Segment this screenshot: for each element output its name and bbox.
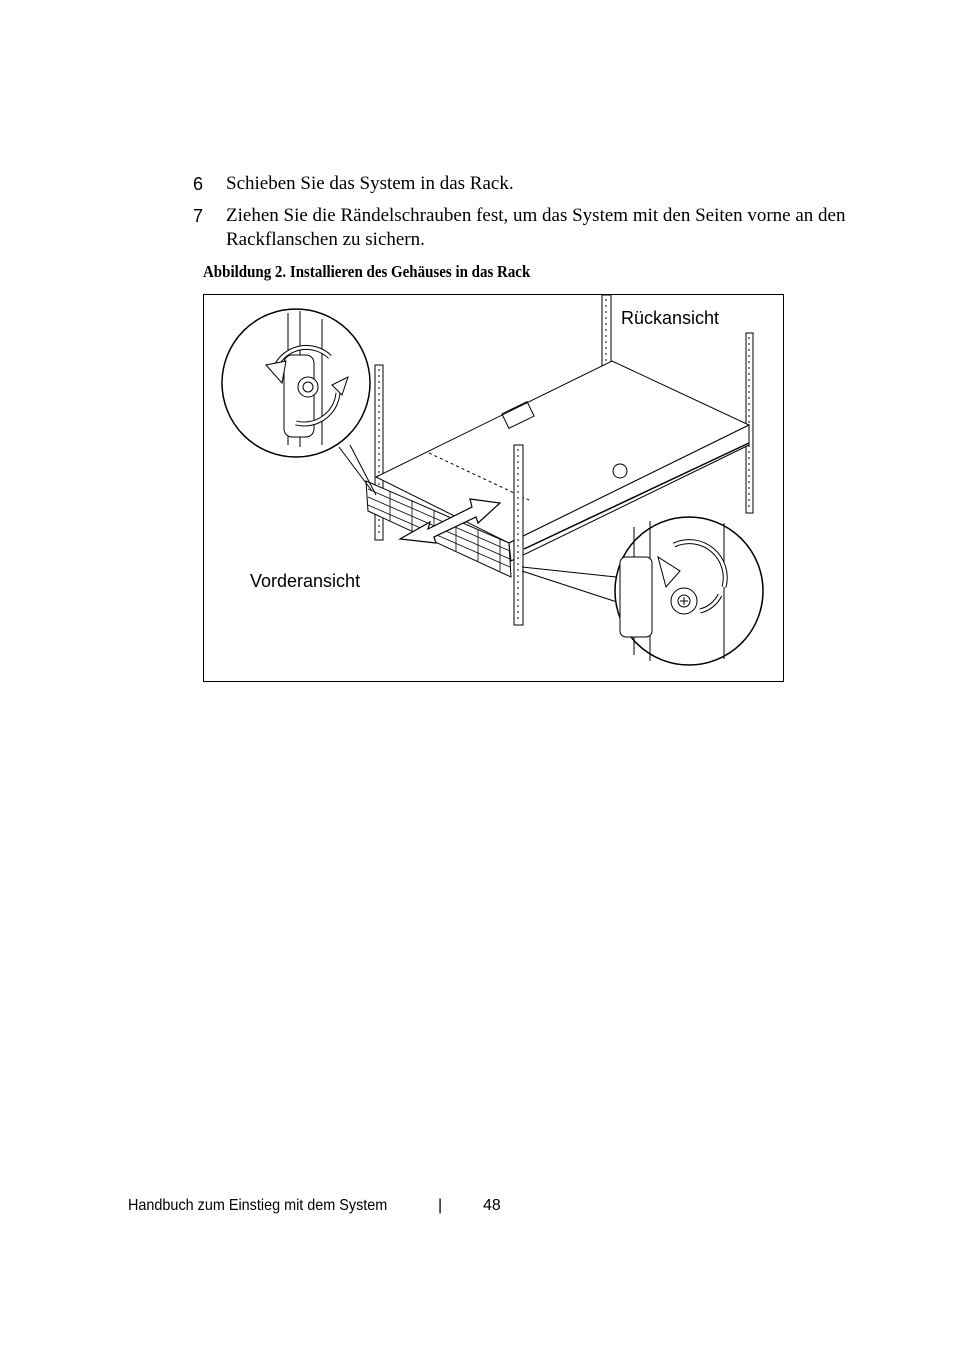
step-text: Ziehen Sie die Rändelschrauben fest, um das System mit den Seiten vorne an den Rackflanschen zu sichern. xyxy=(226,205,846,250)
zoom-detail-left xyxy=(222,309,370,457)
page-number: 48 xyxy=(483,1197,501,1214)
rear-view-label: Rückansicht xyxy=(621,308,720,328)
footer-title: Handbuch zum Einstieg mit dem System xyxy=(128,1197,388,1214)
step-number: 7 xyxy=(193,206,204,226)
footer-separator: | xyxy=(438,1197,443,1214)
step-6 xyxy=(193,172,853,198)
step-text: Schieben Sie das System in das Rack. xyxy=(226,173,514,194)
front-rail-right xyxy=(514,445,523,625)
zoom-detail-right xyxy=(615,517,763,665)
step-number: 6 xyxy=(193,174,204,194)
front-view-label: Vorderansicht xyxy=(250,571,361,591)
rack-installation-figure xyxy=(203,294,784,682)
step-7 xyxy=(193,204,853,254)
rack-illustration xyxy=(204,295,784,682)
rear-rail-left xyxy=(602,295,611,367)
figure-caption: Abbildung 2. Installieren des Gehäuses in das Rack xyxy=(203,262,531,281)
rear-rail-right xyxy=(746,333,753,513)
